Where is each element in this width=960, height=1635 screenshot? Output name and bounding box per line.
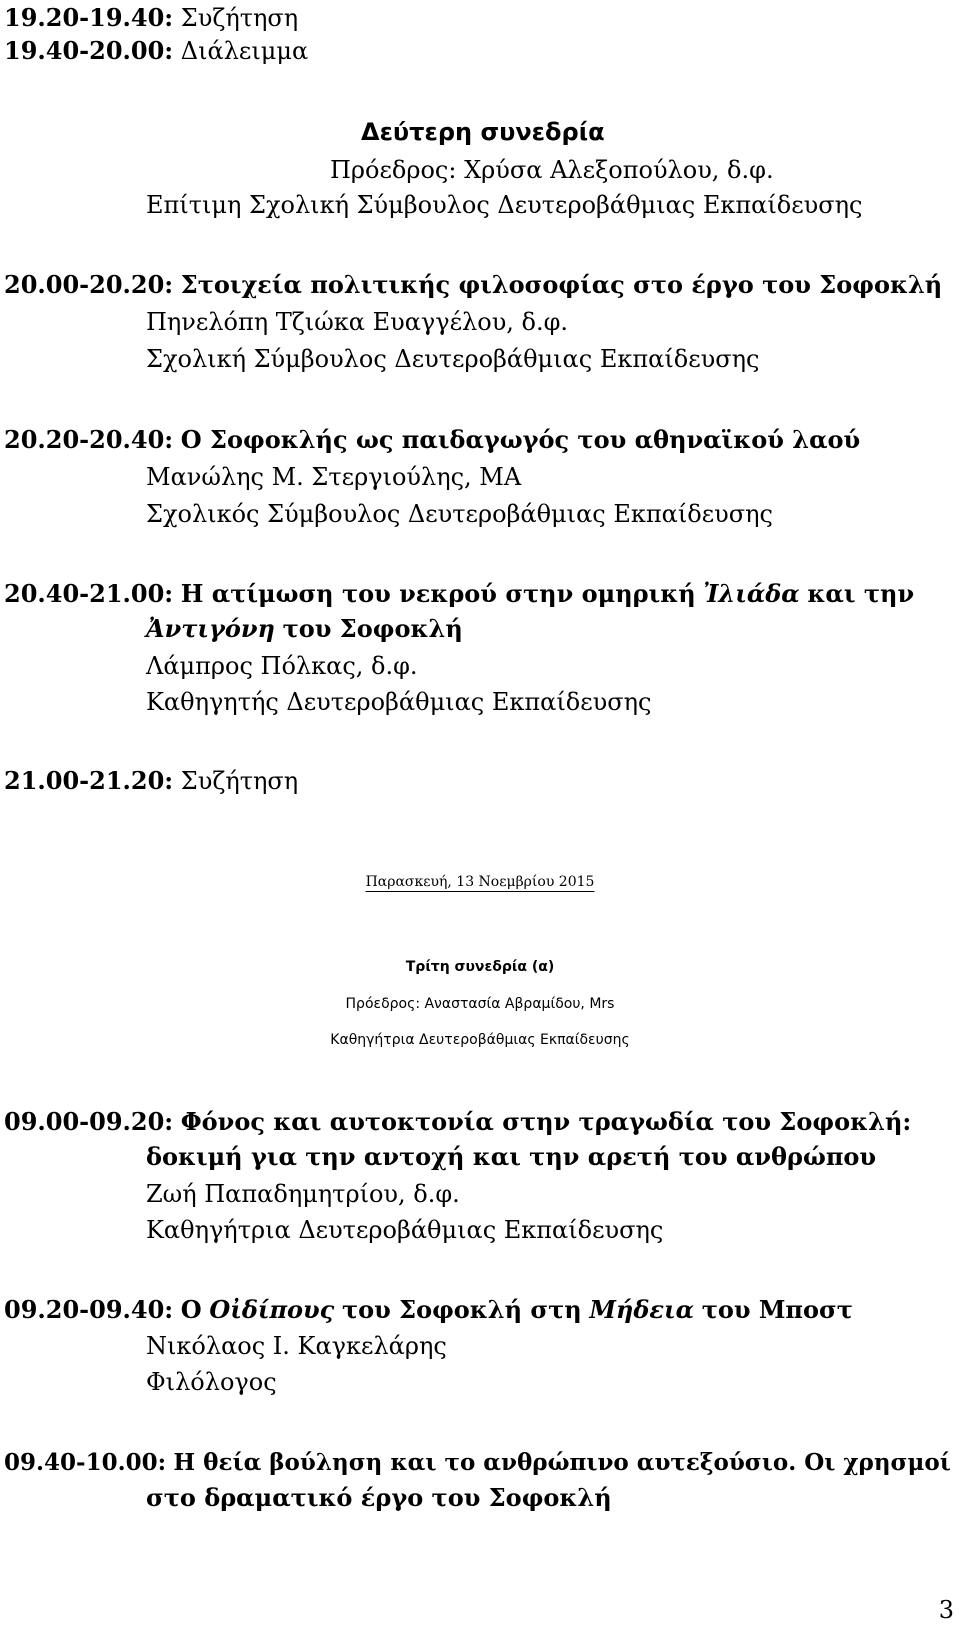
- time-slot: 09.40-10.00:: [4, 1449, 167, 1476]
- talk-title-part: Ο: [180, 1295, 202, 1324]
- talk-title-continued: δοκιμή για την αντοχή και την αρετή του ανθρώπου: [146, 1142, 877, 1171]
- talk-speaker-role: Φιλόλογος: [146, 1368, 277, 1396]
- talk-speaker: Νικόλαος Ι. Καγκελάρης: [146, 1332, 447, 1360]
- talk-speaker-role: Καθηγήτρια Δευτεροβάθμιας Εκπαίδευσης: [146, 1216, 664, 1244]
- talk-title: Στοιχεία πολιτικής φιλοσοφίας στο έργο του Σοφοκλή: [180, 270, 943, 299]
- day-heading: Παρασκευή, 13 Νοεμβρίου 2015: [365, 874, 595, 890]
- schedule-row: [4, 35, 308, 67]
- session-chair: Πρόεδρος: Αναστασία Αβραμίδου, Mrs: [345, 996, 615, 1012]
- talk-speaker: Πηνελόπη Τζιώκα Ευαγγέλου, δ.φ.: [146, 308, 569, 336]
- talk-title-row-continued: [146, 613, 463, 645]
- time-slot: 09.00-09.20:: [4, 1107, 174, 1136]
- talk-title-work: Μήδεια: [589, 1295, 695, 1324]
- talk-title: Ο Σοφοκλής ως παιδαγωγός του αθηναϊκού λαού: [180, 425, 861, 454]
- talk-title-part: και την: [807, 579, 915, 608]
- talk-title-part: του Μποστ: [701, 1295, 853, 1324]
- page-number: 3: [938, 1596, 954, 1624]
- session-chair-role: Καθηγήτρια Δευτεροβάθμιας Εκπαίδευσης: [330, 1032, 630, 1048]
- time-slot: 19.40-20.00:: [4, 36, 174, 65]
- talk-title: Φόνος και αυτοκτονία στην τραγωδία του Σοφοκλή:: [180, 1107, 912, 1136]
- talk-title: Η θεία βούληση και το ανθρώπινο αυτεξούσιο. Οι χρησμοί: [173, 1449, 951, 1476]
- talk-speaker-role: Σχολική Σύμβουλος Δευτεροβάθμιας Εκπαίδευσης: [146, 345, 760, 373]
- time-slot: 09.20-09.40:: [4, 1295, 174, 1324]
- schedule-row: [4, 765, 298, 797]
- session-chair-role: Επίτιμη Σχολική Σύμβουλος Δευτεροβάθμιας Εκπαίδευσης: [146, 191, 863, 219]
- talk-title-work: Οἰδίπους: [209, 1295, 335, 1324]
- talk-title-row: [4, 1106, 911, 1138]
- schedule-row: [4, 2, 298, 34]
- day-heading-row: [0, 866, 960, 898]
- schedule-text: Συζήτηση: [180, 4, 299, 32]
- time-slot: 20.40-21.00:: [4, 579, 174, 608]
- talk-title-row: [4, 578, 914, 610]
- talk-speaker-role: Καθηγητής Δευτεροβάθμιας Εκπαίδευσης: [146, 688, 652, 716]
- time-slot: 21.00-21.20:: [4, 766, 174, 795]
- schedule-text: Συζήτηση: [180, 767, 299, 795]
- talk-title-row: [4, 424, 860, 456]
- time-slot: 20.20-20.40:: [4, 425, 174, 454]
- time-slot: 19.20-19.40:: [4, 3, 174, 32]
- talk-title-work: Ἀντιγόνη: [146, 614, 275, 643]
- session-chair: Πρόεδρος: Χρύσα Αλεξοπούλου, δ.φ.: [330, 156, 774, 184]
- talk-title-continued: στο δραματικό έργο του Σοφοκλή: [146, 1483, 612, 1512]
- talk-title-row: [4, 269, 942, 301]
- talk-speaker: Ζωή Παπαδημητρίου, δ.φ.: [146, 1180, 460, 1208]
- time-slot: 20.00-20.20:: [4, 270, 174, 299]
- talk-title-part: του Σοφοκλή στη: [341, 1295, 582, 1324]
- talk-title-work: Ἰλιάδα: [703, 579, 800, 608]
- talk-title-row: [4, 1447, 951, 1479]
- talk-title-part: Η ατίμωση του νεκρού στην ομηρική: [180, 579, 696, 608]
- talk-speaker-role: Σχολικός Σύμβουλος Δευτεροβάθμιας Εκπαίδευσης: [146, 500, 773, 528]
- talk-speaker: Μανώλης Μ. Στεργιούλης, ΜΑ: [146, 463, 522, 491]
- talk-title-part: του Σοφοκλή: [282, 614, 463, 643]
- talk-title-row: [4, 1294, 853, 1326]
- talk-speaker: Λάμπρος Πόλκας, δ.φ.: [146, 652, 418, 680]
- session-heading: Δεύτερη συνεδρία: [361, 118, 605, 146]
- session-heading: Τρίτη συνεδρία (α): [405, 959, 555, 975]
- schedule-text: Διάλειμμα: [180, 37, 309, 65]
